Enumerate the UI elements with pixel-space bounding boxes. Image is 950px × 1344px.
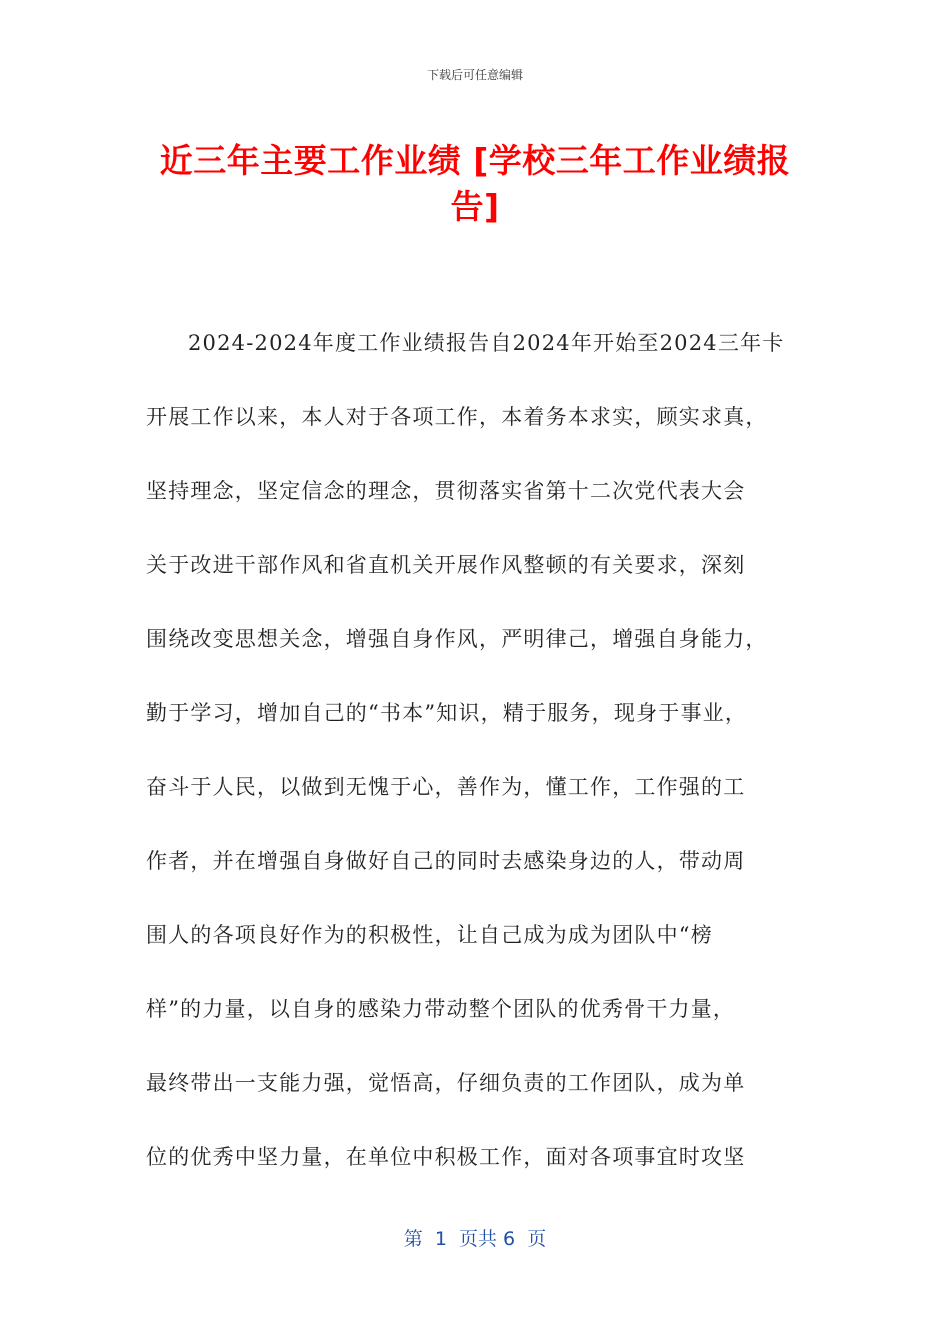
body-line: 2024-2024年度工作业绩报告自2024年开始至2024三年卡 xyxy=(188,331,785,355)
body-line: 位的优秀中坚力量，在单位中积极工作，面对各项事宜时攻坚 xyxy=(146,1145,746,1169)
page-number-footer: 第 1 页共 6 页 xyxy=(403,1228,547,1250)
body-paragraph xyxy=(146,306,806,1194)
body-line: 开展工作以来，本人对于各项工作，本着务本求实，顾实求真， xyxy=(146,405,768,429)
header-note: 下载后可任意编辑 xyxy=(426,68,523,82)
body-line: 坚持理念，坚定信念的理念，贯彻落实省第十二次党代表大会 xyxy=(146,479,746,503)
document-title xyxy=(140,138,810,230)
body-line: 围人的各项良好作为的积极性，让自己成为成为团队中“榜 xyxy=(146,923,713,947)
body-line: 作者，并在增强自身做好自己的同时去感染身边的人，带动周 xyxy=(146,849,746,873)
body-line: 奋斗于人民，以做到无愧于心，善作为，懂工作，工作强的工 xyxy=(146,775,746,799)
body-line: 围绕改变思想关念，增强自身作风，严明律己，增强自身能力， xyxy=(146,627,768,651)
body-line: 关于改进干部作风和省直机关开展作风整顿的有关要求，深刻 xyxy=(146,553,746,577)
title-line-2: 告] xyxy=(450,187,500,226)
body-line: 最终带出一支能力强，觉悟高，仔细负责的工作团队，成为单 xyxy=(146,1071,746,1095)
title-line-1: 近三年主要工作业绩 [学校三年工作业绩报 xyxy=(159,141,791,180)
body-line: 样”的力量，以自身的感染力带动整个团队的优秀骨干力量， xyxy=(146,997,736,1021)
body-line: 勤于学习，增加自己的“书本”知识，精于服务，现身于事业， xyxy=(146,701,748,725)
